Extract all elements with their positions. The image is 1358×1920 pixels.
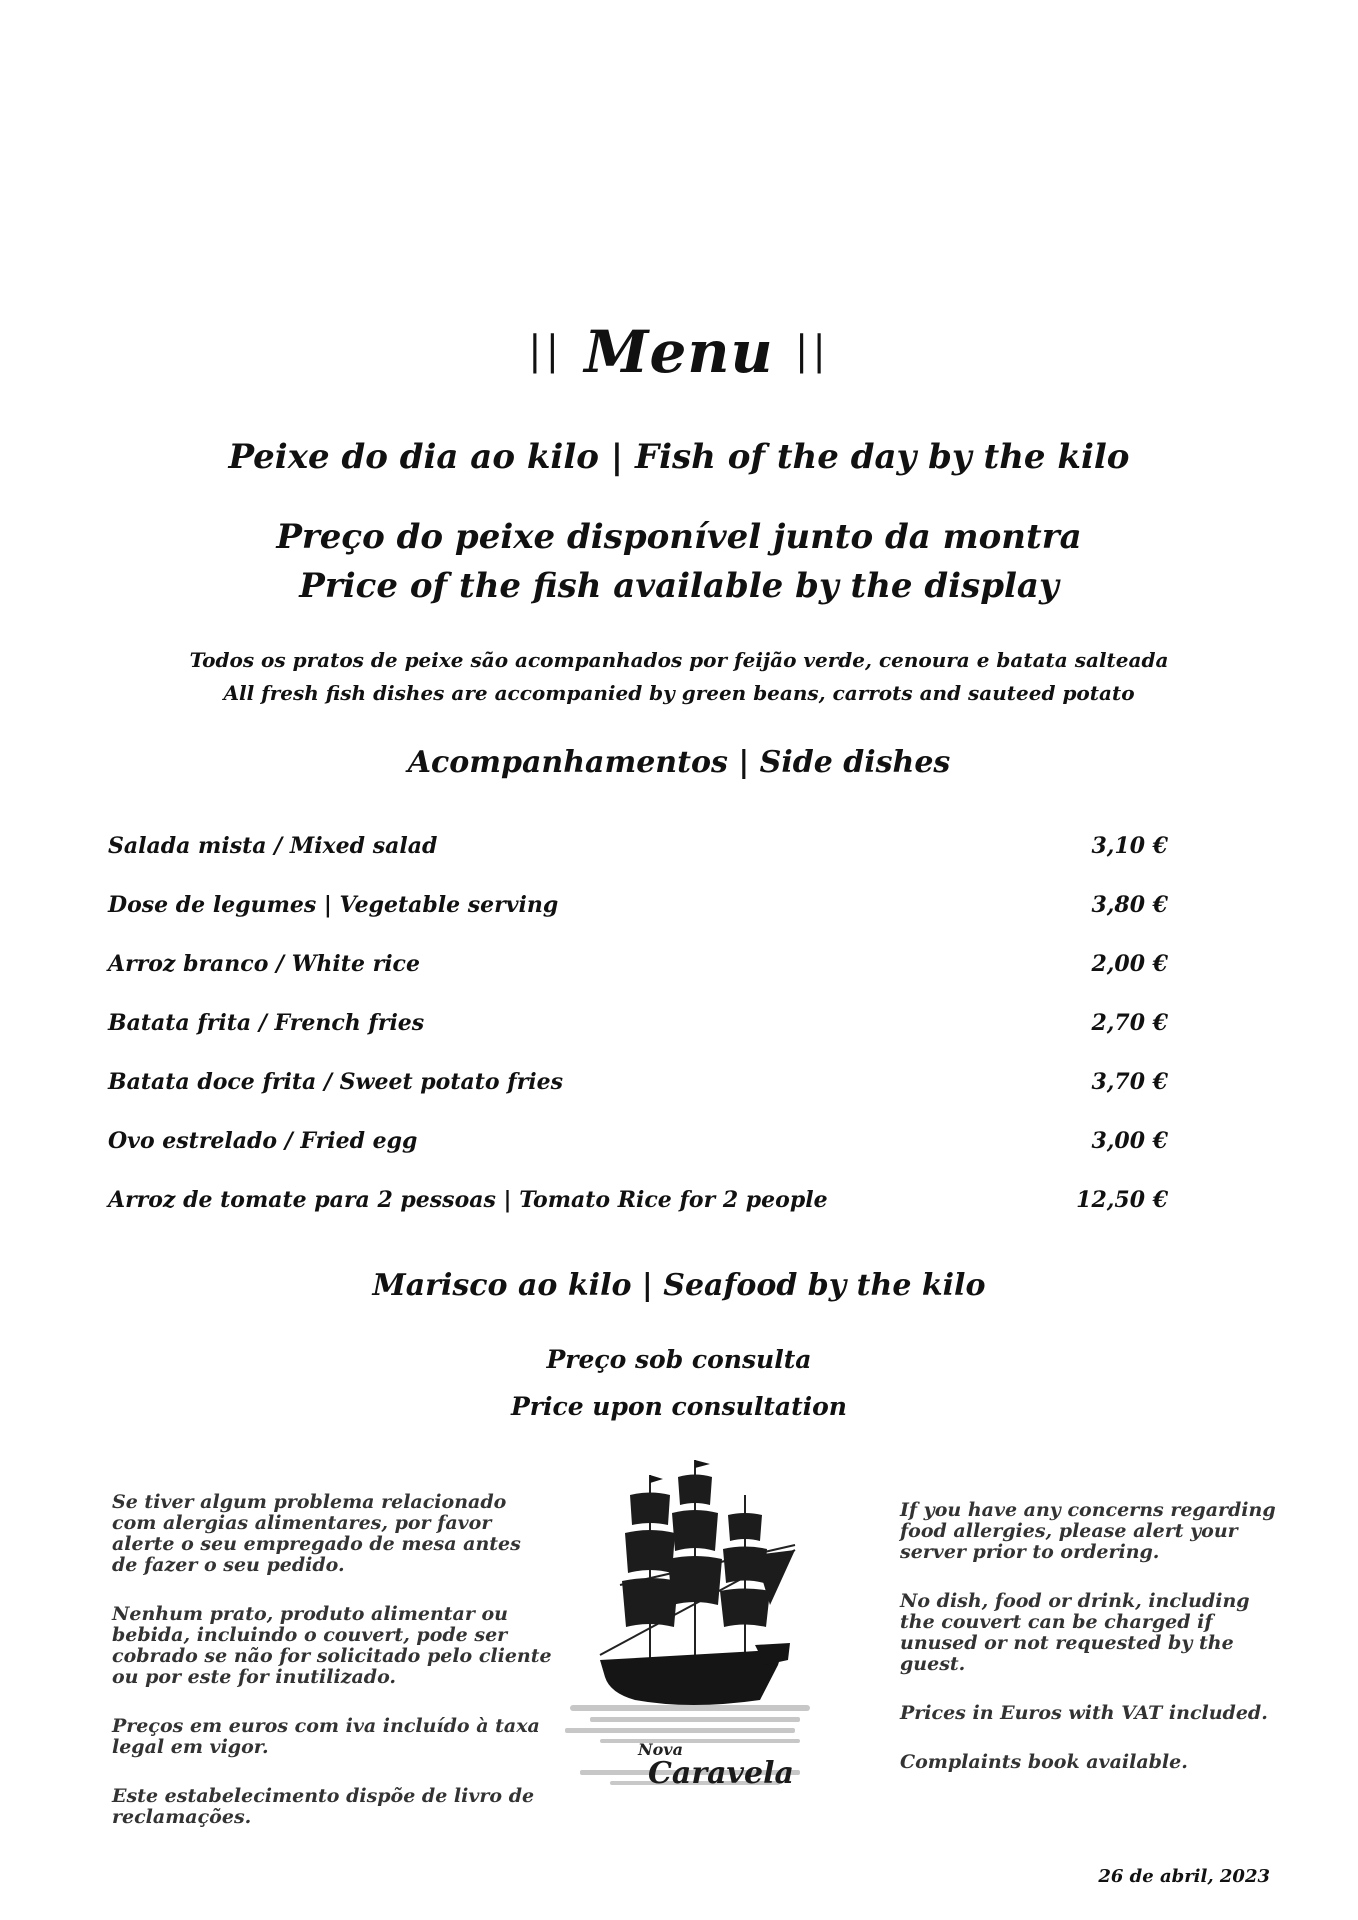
side-dish-price: 12,50 € [1076,1187,1168,1213]
seafood-heading: Marisco ao kilo | Seafood by the kilo [372,1268,986,1303]
seafood-price-note-en: Price upon consultation [511,1392,847,1421]
logo-text-caravela: Caravela [648,1756,794,1791]
side-dish-price: 2,70 € [1091,1010,1168,1036]
logo-text-nova: Nova [638,1740,683,1759]
note-allergies-en: If you have any concerns regarding food allergies, please alert your server prior to ordering. [900,1499,1276,1563]
side-dish-name: Arroz de tomate para 2 pessoas | Tomato Rice for 2 people [108,1187,828,1213]
side-dish-name: Dose de legumes | Vegetable serving [108,892,559,918]
note-complaints-pt: Este estabelecimento dispõe de livro de reclamações. [112,1785,535,1828]
note-couvert-pt: Nenhum prato, produto alimentar ou bebida, incluindo o couvert, pode ser cobrado se não for solicitado pelo cliente ou por este for inutilizado. [112,1603,552,1688]
title-text: Menu [584,318,774,386]
notes-english [900,1500,1280,1801]
notes-portuguese [112,1492,552,1856]
note-allergies-pt: Se tiver algum problema relacionado com alergias alimentares, por favor alerte o seu empregado de mesa antes de fazer o seu pedido. [112,1491,521,1576]
menu-date: 26 de abril, 2023 [1098,1866,1270,1887]
side-dish-row [108,892,1168,926]
side-dish-price: 3,70 € [1091,1069,1168,1095]
note-complaints-en: Complaints book available. [900,1751,1188,1773]
side-dish-name: Batata frita / French fries [108,1010,425,1036]
side-dish-price: 2,00 € [1091,951,1168,977]
fish-accompaniment-en: All fresh fish dishes are accompanied by green beans, carrots and sauteed potato [223,681,1135,705]
side-dish-row [108,951,1168,985]
side-dish-row [108,1069,1168,1103]
side-dish-price: 3,10 € [1091,833,1168,859]
seafood-price-note-pt: Preço sob consulta [546,1345,812,1374]
fish-heading: Peixe do dia ao kilo | Fish of the day by the kilo [228,437,1130,477]
side-dish-row [108,1010,1168,1044]
fish-accompaniment-pt: Todos os pratos de peixe são acompanhados por feijão verde, cenoura e batata salteada [189,648,1169,672]
side-dish-price: 3,80 € [1091,892,1168,918]
side-dish-row [108,1128,1168,1162]
side-dish-name: Ovo estrelado / Fried egg [108,1128,418,1154]
fish-price-note-pt: Preço do peixe disponível junto da montra [276,517,1082,557]
side-dish-name: Batata doce frita / Sweet potato fries [108,1069,564,1095]
nova-caravela-logo [560,1455,820,1805]
title-bars-left: || [528,328,564,374]
title-bars-right: || [794,328,830,374]
side-dishes-heading: Acompanhamentos | Side dishes [407,745,951,780]
fish-price-note-en: Price of the fish available by the display [299,566,1059,606]
side-dish-row [108,1187,1168,1221]
note-prices-pt: Preços em euros com iva incluído à taxa legal em vigor. [112,1715,540,1758]
menu-title [0,318,1358,386]
sailing-ship-icon [560,1455,820,1805]
side-dish-price: 3,00 € [1091,1128,1168,1154]
side-dish-row [108,833,1168,867]
side-dish-name: Arroz branco / White rice [108,951,420,977]
side-dish-name: Salada mista / Mixed salad [108,833,438,859]
note-couvert-en: No dish, food or drink, including the couvert can be charged if unused or not requested by the guest. [900,1590,1250,1675]
note-prices-en: Prices in Euros with VAT included. [900,1702,1268,1724]
